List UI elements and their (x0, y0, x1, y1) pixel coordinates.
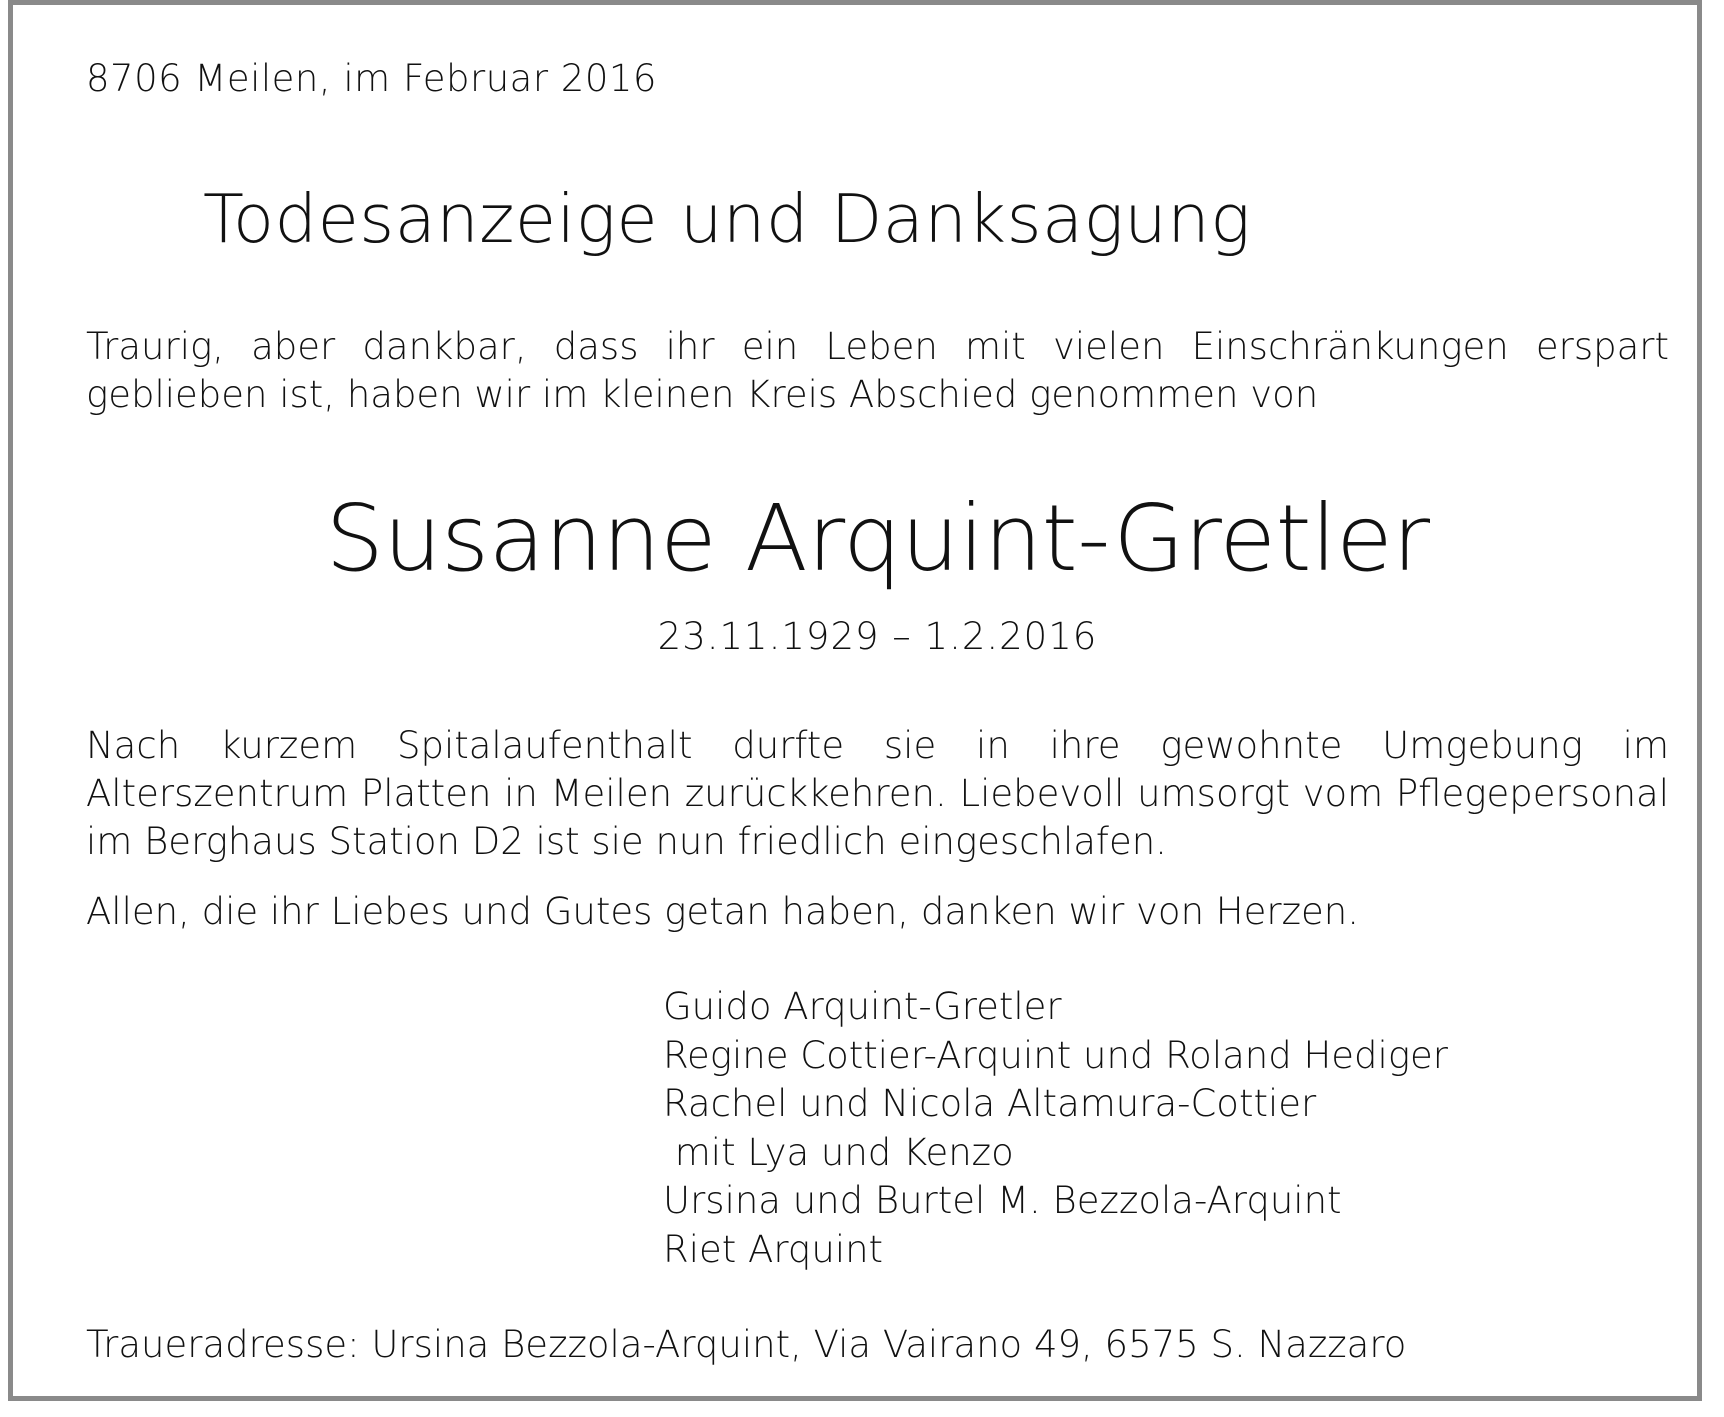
signer-line: Ursina und Burtel M. Bezzola-Arquint (663, 1179, 1342, 1222)
signer-line: mit Lya und Kenzo (663, 1130, 1014, 1174)
signer-line: Rachel und Nicola Altamura-Cottier (663, 1082, 1317, 1125)
deceased-name: Susanne Arquint-Gretler (325, 485, 1430, 592)
body-paragraph-2: Allen, die ihr Liebes und Gutes getan haben, danken wir von Herzen. (86, 890, 1359, 933)
signer-line: Riet Arquint (663, 1227, 884, 1271)
body-paragraph-1: Nach kurzem Spitalaufenthalt durfte sie in ihre gewohnte Umgebung im Alterszentrum Platten in Meilen zurückkehren. Liebevoll umsorgt vom Pflegepersonal im Berghaus Station D2 ist sie nun friedlich eingeschlafen. (86, 724, 1669, 863)
dateline: 8706 Meilen, im Februar 2016 (86, 57, 657, 100)
signer-line: Guido Arquint-Gretler (663, 985, 1062, 1028)
signer-line: Regine Cottier-Arquint und Roland Hediger (663, 1033, 1449, 1077)
notice-frame (8, 0, 1702, 1401)
intro-paragraph: Traurig, aber dankbar, dass ihr ein Leben mit vielen Einschränkungen erspart geblieben ist, haben wir im kleinen Kreis Abschied genommen von (86, 325, 1669, 416)
mourning-address: Traueradresse: Ursina Bezzola-Arquint, Via Vairano 49, 6575 S. Nazzaro (86, 1323, 1407, 1366)
notice-heading: Todesanzeige und Danksagung (203, 180, 1251, 258)
life-dates: 23.11.1929 – 1.2.2016 (657, 615, 1098, 658)
signers-list (663, 983, 1448, 1274)
